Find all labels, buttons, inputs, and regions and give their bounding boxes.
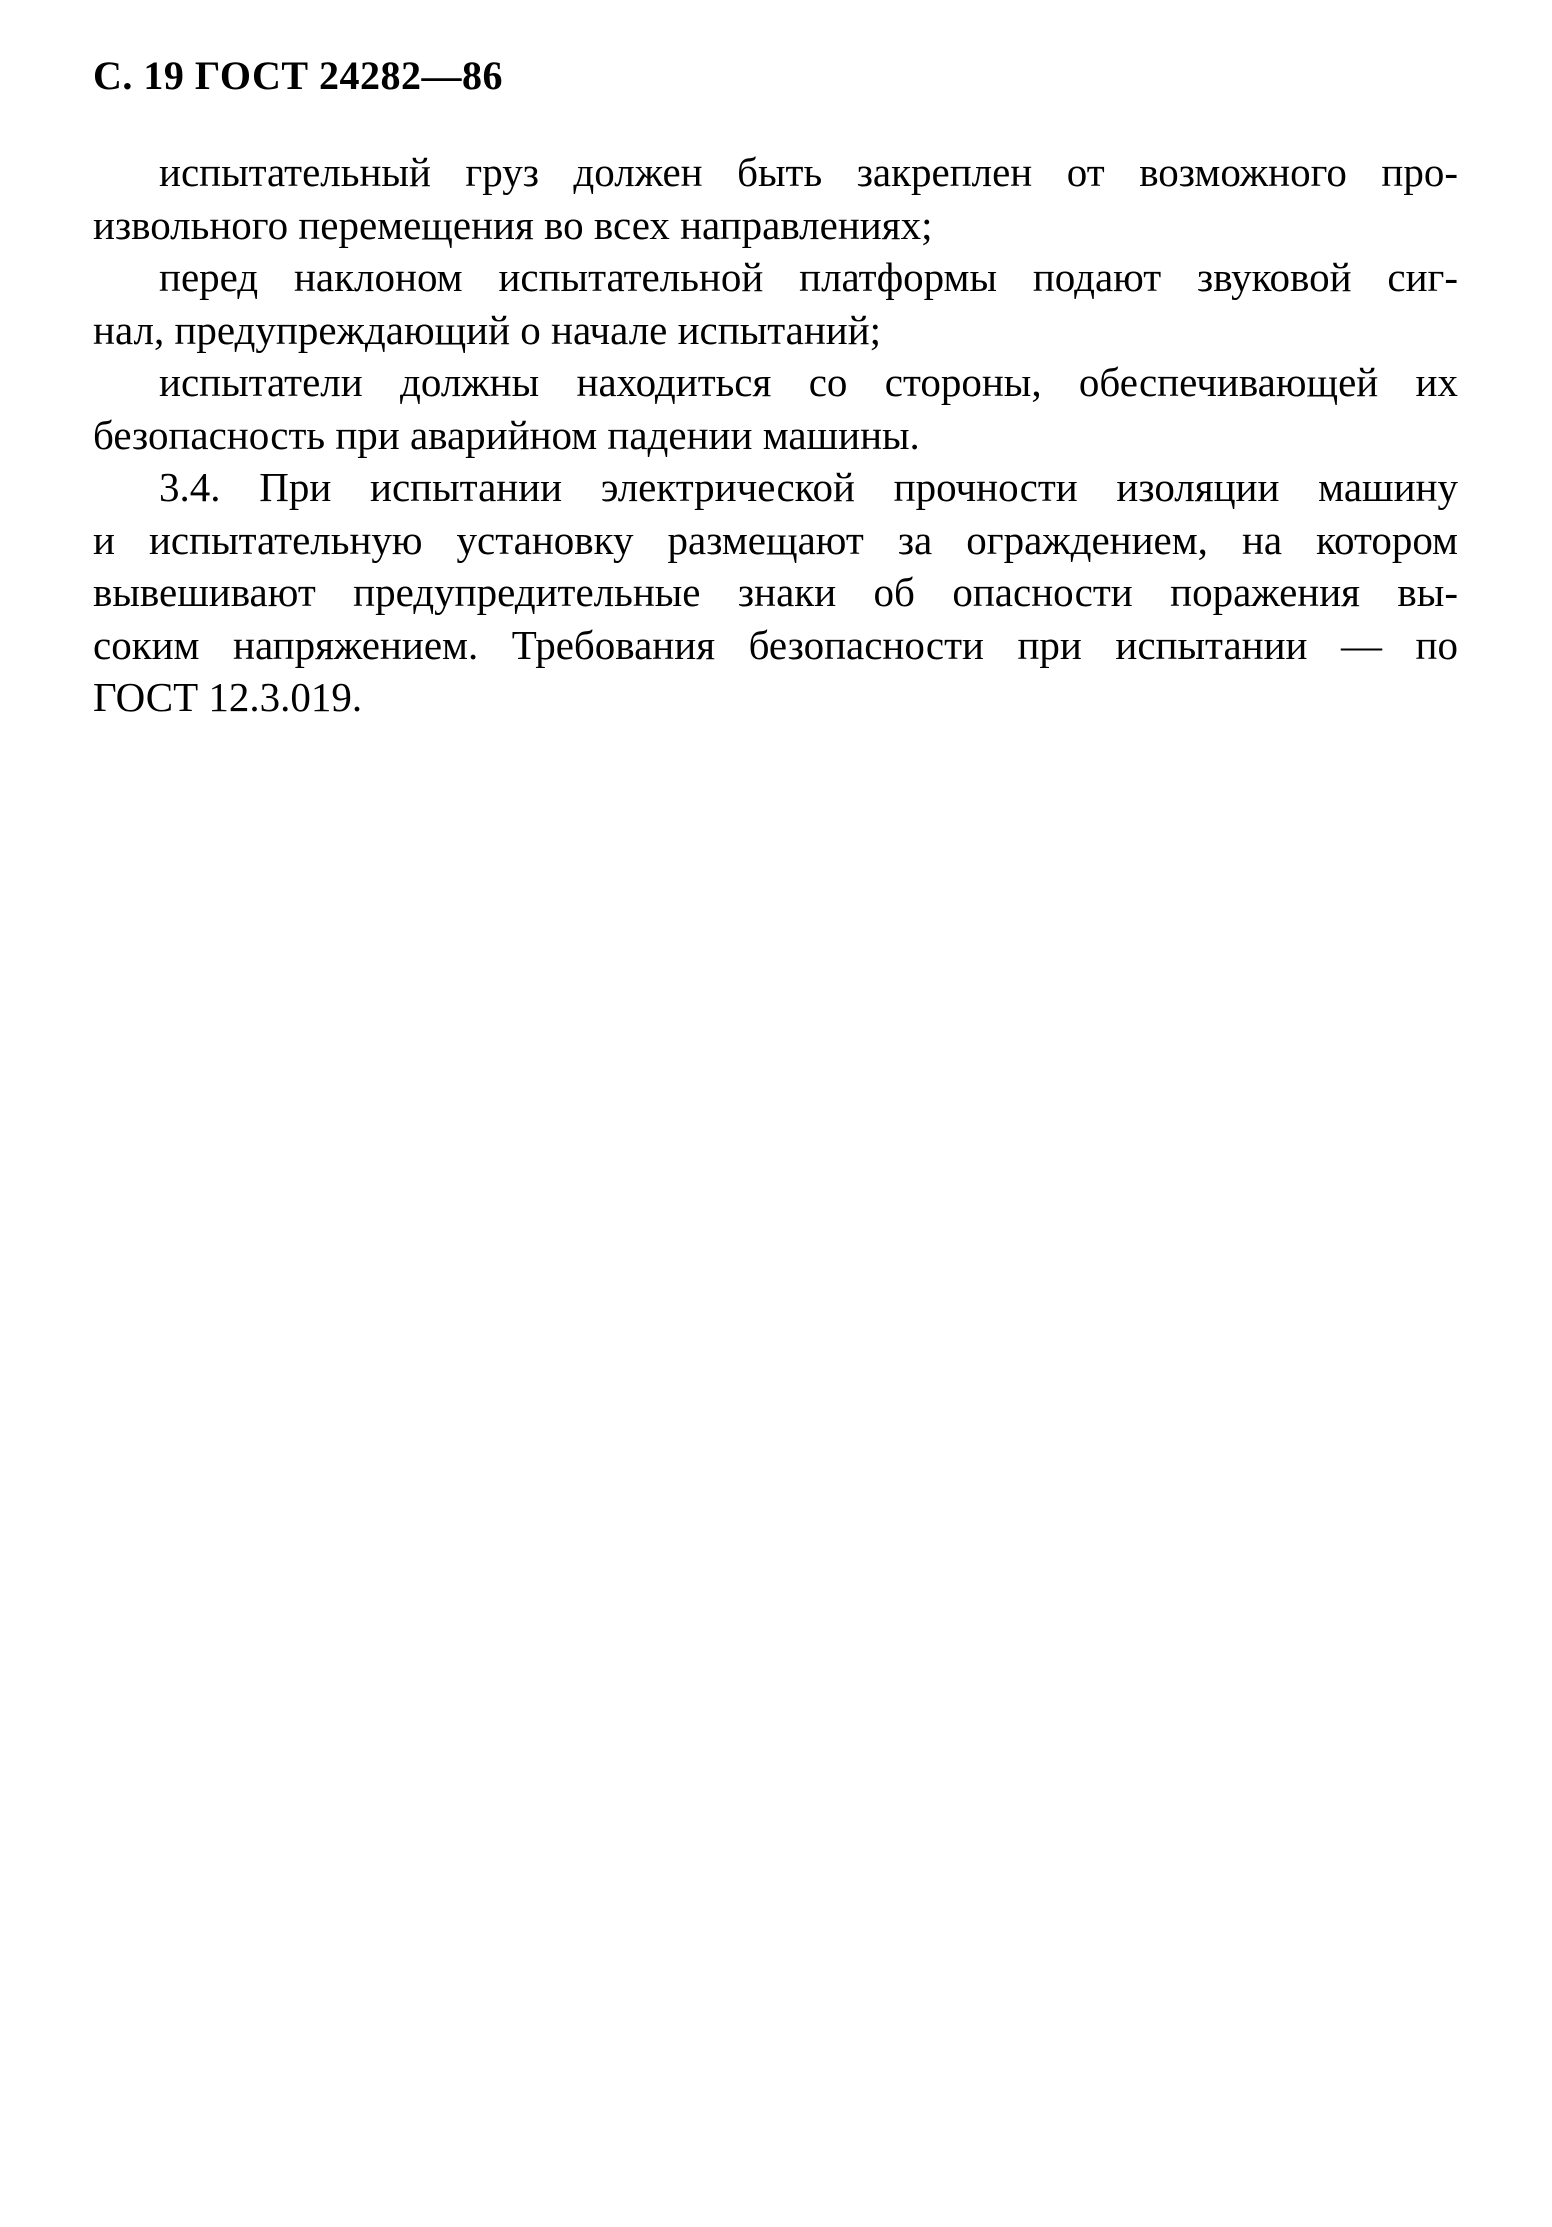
text-line: безопасность при аварийном падении машины. [93, 411, 920, 458]
text-line: испытатели должны находиться со стороны, обеспечивающей их [159, 359, 1458, 405]
text-line: извольного перемещения во всех направлениях; [93, 201, 933, 248]
paragraph-testers-position [93, 356, 1458, 461]
page-header [93, 48, 503, 104]
text-line: и испытательную установку размещают за ограждением, на котором [93, 516, 1458, 563]
text-line: перед наклоном испытательной платформы подают звуковой сиг- [159, 254, 1458, 300]
text-line: вывешивают предупредительные знаки об опасности поражения вы- [93, 569, 1458, 615]
text-line: соким напряжением. Требования безопасности при испытании — по [93, 621, 1458, 668]
text-line: испытательный груз должен быть закреплен от возможного про- [159, 149, 1458, 195]
paragraph-sound-signal [93, 251, 1458, 356]
text-line: ГОСТ 12.3.019. [93, 674, 363, 720]
text-line: 3.4. При испытании электрической прочности изоляции машину [159, 464, 1458, 510]
document-body [93, 146, 1458, 724]
paragraph-cargo-fixing [93, 146, 1458, 251]
paragraph-3-4-insulation-test [93, 461, 1458, 724]
text-line: нал, предупреждающий о начале испытаний; [93, 306, 882, 353]
page-title: С. 19 ГОСТ 24282—86 [93, 53, 504, 98]
